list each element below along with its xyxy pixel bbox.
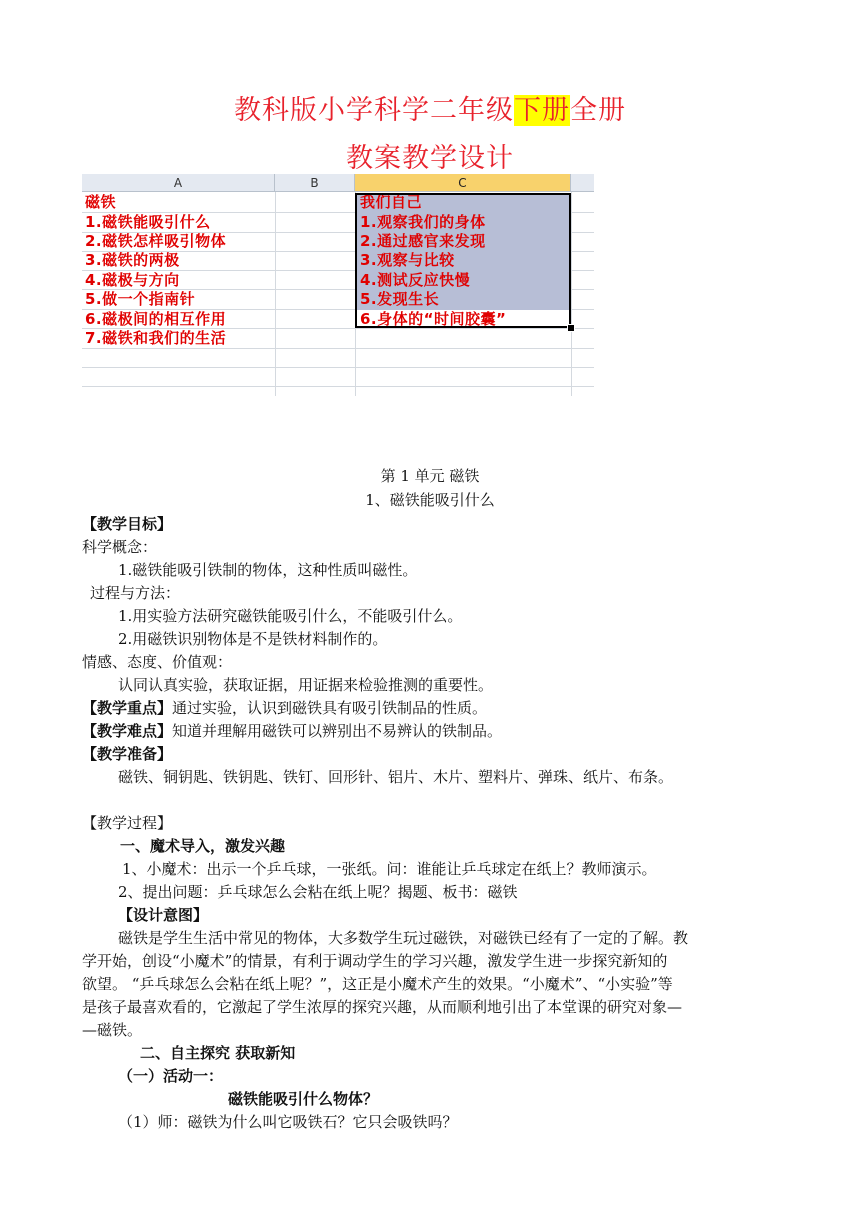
label-attitude: 情感、态度、价值观： bbox=[82, 653, 233, 671]
title-part2: 全册 bbox=[570, 95, 626, 126]
title-part1: 教科版小学科学二年级 bbox=[234, 95, 514, 126]
cell-a6: 5.做一个指南针 bbox=[85, 290, 196, 308]
key-point-heading: 【教学重点】 bbox=[82, 699, 173, 717]
column-header-c: C bbox=[355, 174, 571, 192]
cell-a4: 3.磁铁的两极 bbox=[85, 251, 180, 269]
cell-a5: 4.磁极与方向 bbox=[85, 271, 180, 289]
key-point bbox=[82, 698, 487, 718]
difficulty-heading: 【教学难点】 bbox=[82, 722, 173, 740]
cell-c3: 2.通过感官来发现 bbox=[360, 232, 486, 250]
cell-c6: 5.发现生长 bbox=[360, 290, 440, 308]
cell-a1: 磁铁 bbox=[85, 193, 117, 211]
step1-para-2: 2、提出问题：乒乓球怎么会粘在纸上呢？揭题、板书：磁铁 bbox=[118, 883, 518, 901]
step1-para-1: 1、小魔术：出示一个乒乓球，一张纸。问：谁能让乒乓球定在纸上？教师演示。 bbox=[122, 860, 657, 878]
title-highlight: 下册 bbox=[514, 95, 570, 126]
design-line-3: 欲望。 “乒乓球怎么会粘在纸上呢？”，这正是小魔术产生的效果。“小魔术”、“小实验”等 bbox=[82, 975, 673, 993]
concept-item-1: 1.磁铁能吸引铁制的物体，这种性质叫磁性。 bbox=[118, 561, 418, 579]
lesson-heading: 1、磁铁能吸引什么 bbox=[365, 491, 495, 509]
attitude-item-1: 认同认真实验，获取证据，用证据来检验推测的重要性。 bbox=[118, 676, 494, 694]
design-line-4: 是孩子最喜欢看的，它激起了学生浓厚的探究兴趣，从而顺利地引出了本堂课的研究对象— bbox=[82, 998, 683, 1016]
column-header-d bbox=[571, 174, 594, 192]
design-line-1: 磁铁是学生生活中常见的物体，大多数学生玩过磁铁，对磁铁已经有了一定的了解。教 bbox=[118, 929, 689, 947]
process-item-2: 2.用磁铁识别物体是不是铁材料制作的。 bbox=[118, 630, 388, 648]
fill-handle bbox=[567, 324, 575, 332]
prep-text: 磁铁、铜钥匙、铁钥匙、铁钉、回形针、铝片、木片、塑料片、弹珠、纸片、布条。 bbox=[118, 768, 674, 786]
column-header-b: B bbox=[275, 174, 355, 192]
cell-c4: 3.观察与比较 bbox=[360, 251, 455, 269]
teacher-question: （1）师：磁铁为什么叫它吸铁石？它只会吸铁吗？ bbox=[118, 1113, 458, 1131]
section-prep: 【教学准备】 bbox=[82, 745, 173, 763]
label-concept: 科学概念： bbox=[82, 538, 158, 556]
step2-title: 二、自主探究 获取新知 bbox=[140, 1044, 296, 1062]
design-heading: 【设计意图】 bbox=[118, 906, 209, 924]
difficulty-point bbox=[82, 721, 502, 741]
step1-title: 一、魔术导入，激发兴趣 bbox=[120, 837, 286, 855]
activity-1-question: 磁铁能吸引什么物体？ bbox=[228, 1090, 379, 1108]
section-goals: 【教学目标】 bbox=[82, 515, 173, 533]
label-process: 过程与方法： bbox=[90, 584, 181, 602]
selection-border bbox=[355, 193, 571, 328]
difficulty-text: 知道并理解用磁铁可以辨别出不易辨认的铁制品。 bbox=[172, 722, 503, 740]
cell-c7: 6.身体的“时间胶囊” bbox=[360, 310, 507, 328]
cell-a7: 6.磁极间的相互作用 bbox=[85, 310, 227, 328]
unit-heading: 第 1 单元 磁铁 bbox=[380, 467, 480, 485]
cell-a3: 2.磁铁怎样吸引物体 bbox=[85, 232, 227, 250]
activity-1-label: （一）活动一： bbox=[118, 1067, 224, 1085]
design-line-5: —磁铁。 bbox=[82, 1021, 143, 1039]
column-header-a: A bbox=[82, 174, 275, 192]
section-process: 【教学过程】 bbox=[82, 814, 173, 832]
cell-c5: 4.测试反应快慢 bbox=[360, 271, 471, 289]
process-item-1: 1.用实验方法研究磁铁能吸引什么，不能吸引什么。 bbox=[118, 607, 463, 625]
cell-c1: 我们自己 bbox=[360, 193, 423, 211]
doc-title bbox=[0, 88, 860, 127]
spreadsheet-image bbox=[82, 174, 594, 396]
cell-a2: 1.磁铁能吸引什么 bbox=[85, 213, 211, 231]
cell-c2: 1.观察我们的身体 bbox=[360, 213, 486, 231]
key-point-text: 通过实验，认识到磁铁具有吸引铁制品的性质。 bbox=[172, 699, 488, 717]
cell-a8: 7.磁铁和我们的生活 bbox=[85, 329, 227, 347]
doc-subtitle: 教案教学设计 bbox=[346, 143, 514, 174]
design-line-2: 学开始，创设“小魔术”的情景，有利于调动学生的学习兴趣，激发学生进一步探究新知的 bbox=[82, 952, 668, 970]
